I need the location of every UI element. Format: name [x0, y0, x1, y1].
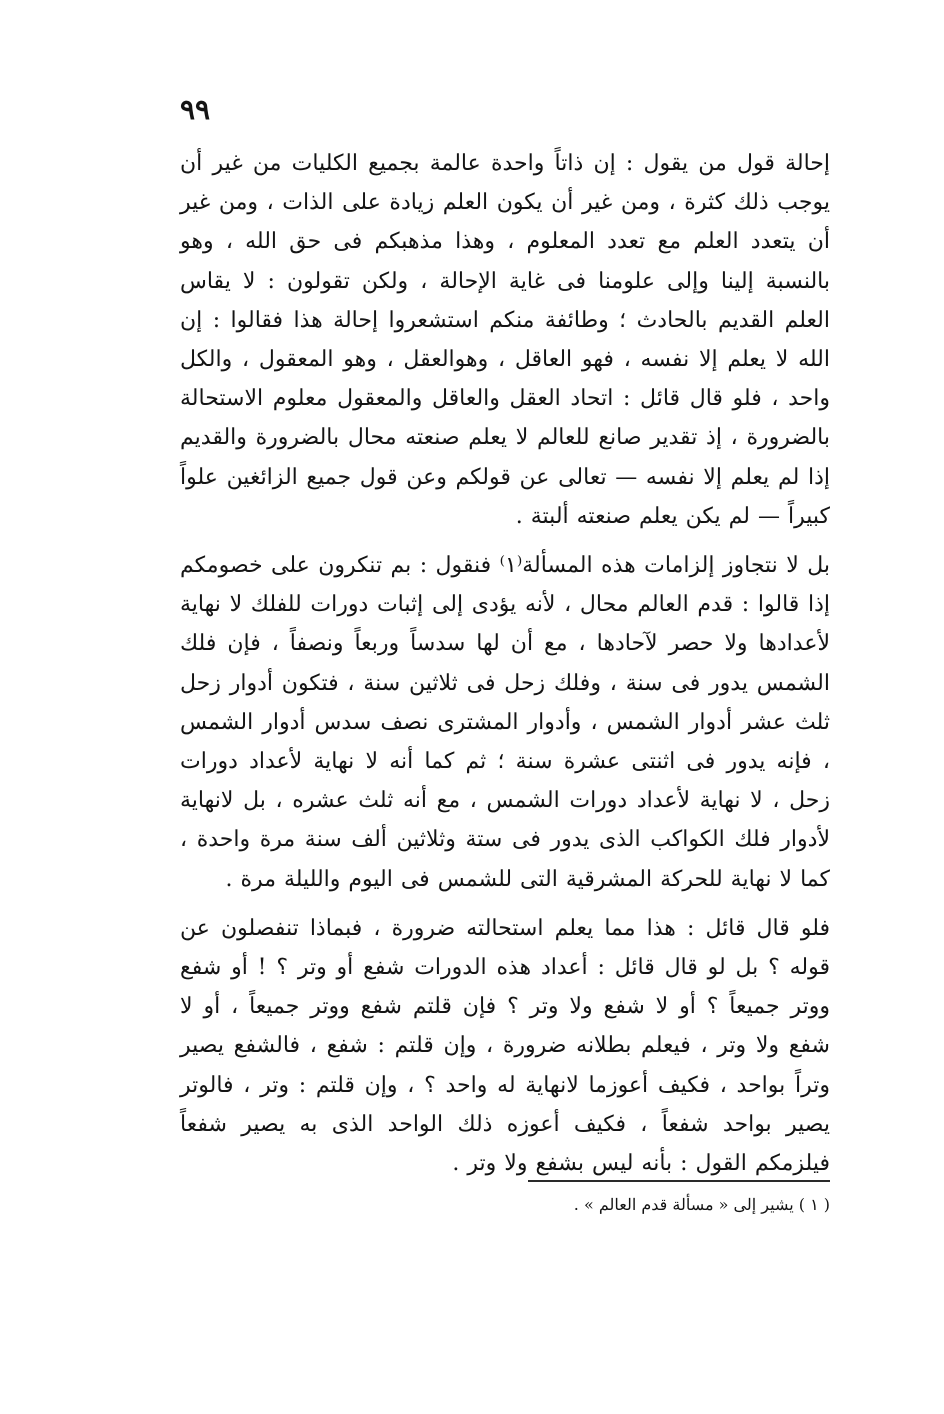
- paragraph-2: بل لا نتجاوز إلزامات هذه المسألة⁽١⁾ فنقول : بم تنكرون على خصومكم إذا قالوا : قدم العالم محال ، لأنه يؤدى إلى إثبات دورات للفلك لا نهاية لأعدادها ولا حصر لآحادها ، مع أن لها سدساً وربعاً ونصفاً ، فإن فلك الشمس يدور فى سنة ، وفلك زحل فى ثلاثين سنة ، فتكون أدوار زحل ثلث عشر أدوار الشمس ، وأدوار المشترى نصف سدس أدوار الشمس ، فإنه يدور فى اثنتى عشرة سنة ؛ ثم كما أنه لا نهاية لأعداد دورات زحل ، لا نهاية لأعداد دورات الشمس ، مع أنه ثلث عشره ، بل لانهاية لأدوار فلك الكواكب الذى يدور فى ستة وثلاثين ألف سنة مرة واحدة ، كما لا نهاية للحركة المشرقية التى للشمس فى اليوم والليلة مرة .: [180, 553, 830, 892]
- paragraph-1: إحالة قول من يقول : إن ذاتاً واحدة عالمة بجميع الكليات من غير أن يوجب ذلك كثرة ، ومن غير أن يكون العلم زيادة على الذات ، ومن غير أن يتعدد العلم مع تعدد المعلوم ، وهذا مذهبكم فى حق الله ، وهو بالنسبة إلينا وإلى علومنا فى غاية الإحالة ، ولكن تقولون : لا يقاس العلم القديم بالحادث ؛ وطائفة منكم استشعروا إحالة هذا فقالوا : إن الله لا يعلم إلا نفسه ، فهو العاقل ، وهوالعقل ، وهو المعقول ، والكل واحد ، فلو قال قائل : اتحاد العقل والعاقل والمعقول معلوم الاستحالة بالضرورة ، إذ تقدير صانع للعالم لا يعلم صنعته محال بالضرورة والقديم إذا لم يعلم إلا نفسه — تعالى عن قولكم وعن قول جميع الزائغين علواً كبيراً — لم يكن يعلم صنعته ألبتة .: [180, 151, 830, 529]
- footnote: ( ١ ) يشير إلى « مسألة قدم العالم » .: [573, 1195, 830, 1214]
- page-number: ٩٩: [180, 93, 211, 126]
- main-text: [180, 144, 830, 1183]
- paragraph-3: فلو قال قائل : هذا مما يعلم استحالته ضرورة ، فبماذا تنفصلون عن قوله ؟ بل لو قال قائل : أعداد هذه الدورات شفع أو وتر ؟ ! أو شفع ووتر جميعاً ؟ أو لا شفع ولا وتر ؟ فإن قلتم شفع ووتر جميعاً ، أو لا شفع ولا وتر ، فيعلم بطلانه ضرورة ، وإن قلتم : شفع ، فالشفع يصير وتراً بواحد ، فكيف أعوزما لانهاية له واحد ؟ ، وإن قلتم : وتر ، فالوتر يصير بواحد شفعاً ، فكيف أعوزه ذلك الواحد الذى به يصير شفعاً فيلزمكم القول : بأنه ليس بشفع ولا وتر .: [180, 915, 830, 1177]
- footnote-divider: [528, 1180, 830, 1182]
